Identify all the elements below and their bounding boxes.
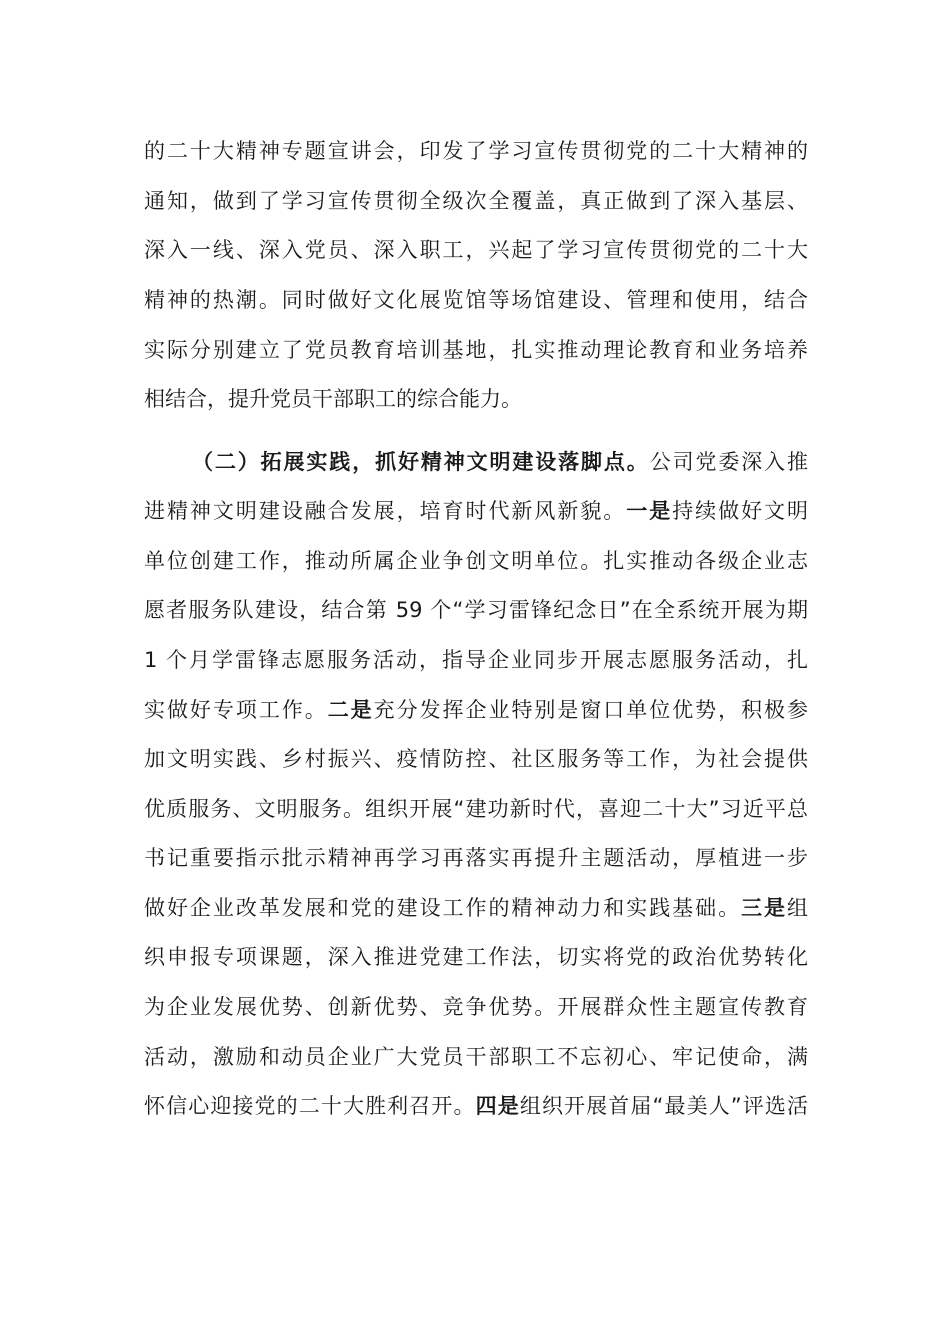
paragraph-2-line-2 — [144, 486, 808, 536]
paragraph-2-line-10-pre: 做好企业改革发展和党的建设工作的精神动力和实践基础。 — [144, 896, 742, 920]
paragraph-2-line-14-post: 组织开展首届“最美人”评选活 — [519, 1094, 809, 1118]
paragraph-2-line-9: 书记重要指示批示精神再学习再落实再提升主题活动，厚植进一步 — [144, 846, 808, 870]
section-heading: （二）拓展实践，抓好精神文明建设落脚点。 — [192, 450, 650, 474]
point-two-label: 二是 — [327, 698, 374, 722]
paragraph-2-line-2-pre: 进精神文明建设融合发展，培育时代新风新貌。 — [144, 499, 627, 523]
paragraph-2-line-5: 1 个月学雷锋志愿服务活动，指导企业同步开展志愿服务活动，扎 — [144, 648, 808, 672]
paragraph-2-line-1 — [192, 437, 808, 487]
paragraph-1-line-5: 实际分别建立了党员教育培训基地，扎实推动理论教育和业务培养 — [144, 338, 808, 362]
paragraph-2-line-2-post: 持续做好文明 — [672, 499, 809, 523]
paragraph-2-line-11: 织申报专项课题，深入推进党建工作法，切实将党的政治优势转化 — [144, 945, 808, 969]
paragraph-2-line-10-post: 组 — [787, 896, 809, 920]
paragraph-2-line-13: 活动，激励和动员企业广大党员干部职工不忘初心、牢记使命，满 — [144, 1045, 808, 1069]
paragraph-2-line-7: 加文明实践、乡村振兴、疫情防控、社区服务等工作，为社会提供 — [144, 747, 808, 771]
paragraph-2-line-4: 愿者服务队建设，结合第 59 个“学习雷锋纪念日”在全系统开展为期 — [144, 598, 808, 622]
paragraph-1-line-3: 深入一线、深入党员、深入职工，兴起了学习宣传贯彻党的二十大 — [144, 238, 808, 262]
point-three-label: 三是 — [741, 896, 788, 920]
point-four-label: 四是 — [475, 1094, 520, 1118]
paragraph-2-line-1-text: 公司党委深入推 — [649, 450, 809, 474]
paragraph-2-line-6-post: 充分发挥企业特别是窗口单位优势，积极参 — [373, 698, 809, 722]
paragraph-2-line-14-pre: 怀信心迎接党的二十大胜利召开。 — [144, 1094, 476, 1118]
paragraph-1-line-2: 通知，做到了学习宣传贯彻全级次全覆盖，真正做到了深入基层、 — [144, 189, 808, 213]
paragraph-2-line-12: 为企业发展优势、创新优势、竞争优势。开展群众性主题宣传教育 — [144, 995, 808, 1019]
paragraph-1-line-1: 的二十大精神专题宣讲会，印发了学习宣传贯彻党的二十大精神的 — [144, 139, 808, 163]
paragraph-2-line-6-pre: 实做好专项工作。 — [144, 698, 328, 722]
point-one-label: 一是 — [626, 499, 673, 523]
paragraph-1-line-6: 相结合，提升党员干部职工的综合能力。 — [144, 387, 522, 411]
paragraph-1-line-4: 精神的热潮。同时做好文化展览馆等场馆建设、管理和使用，结合 — [144, 288, 808, 312]
paragraph-2-line-3: 单位创建工作，推动所属企业争创文明单位。扎实推动各级企业志 — [144, 549, 808, 573]
paragraph-2-line-14 — [144, 1081, 808, 1131]
paragraph-2-line-10 — [144, 883, 808, 933]
paragraph-2-line-6 — [144, 685, 808, 735]
paragraph-2-line-8: 优质服务、文明服务。组织开展“建功新时代，喜迎二十大”习近平总 — [144, 797, 808, 821]
